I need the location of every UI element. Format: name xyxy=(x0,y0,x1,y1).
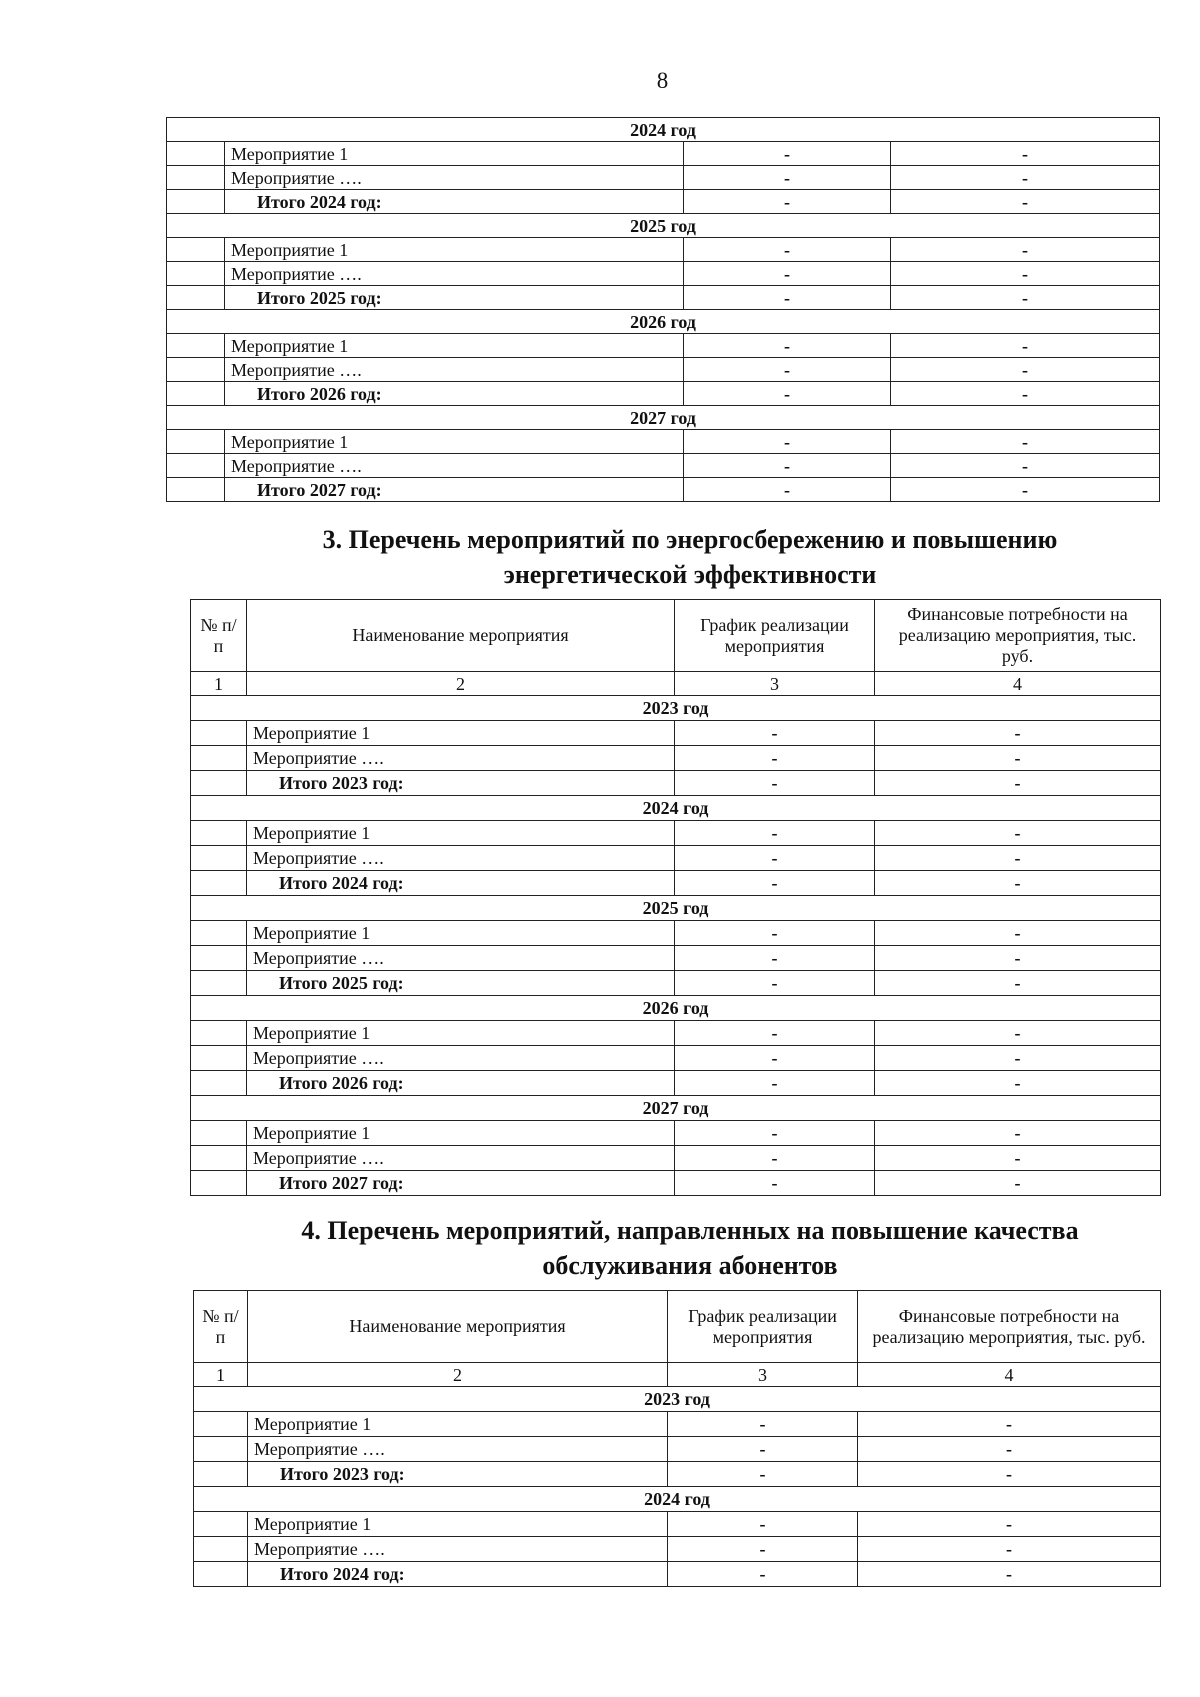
empty-cell: Мероприятие 1 xyxy=(247,1121,675,1146)
empty-cell xyxy=(167,190,225,214)
dash-cell: - xyxy=(684,430,891,454)
empty-cell: 2027 год xyxy=(191,1096,1161,1121)
year-row xyxy=(194,1387,1161,1412)
empty-cell: Финансовые потребности на реализацию мероприятия, тыс. руб. xyxy=(875,600,1161,672)
dash-cell: - xyxy=(675,846,875,871)
table-row xyxy=(191,1146,1161,1171)
dash-cell: - xyxy=(675,721,875,746)
empty-cell xyxy=(191,1146,247,1171)
dash-cell: - xyxy=(668,1462,858,1487)
empty-cell: Мероприятие 1 xyxy=(248,1512,668,1537)
empty-cell: 2025 год xyxy=(167,214,1160,238)
dash-cell: - xyxy=(875,1171,1161,1196)
empty-cell: Мероприятие 1 xyxy=(225,334,684,358)
total-row xyxy=(191,771,1161,796)
dash-cell: - xyxy=(891,190,1160,214)
year-row xyxy=(167,310,1160,334)
dash-cell: - xyxy=(875,1146,1161,1171)
empty-cell: Мероприятие …. xyxy=(247,1046,675,1071)
table-row xyxy=(191,921,1161,946)
dash-cell: - xyxy=(675,1146,875,1171)
empty-cell xyxy=(191,771,247,796)
year-row xyxy=(191,896,1161,921)
year-row xyxy=(191,796,1161,821)
empty-cell xyxy=(194,1562,248,1587)
dash-cell: - xyxy=(891,238,1160,262)
table-row xyxy=(194,1437,1161,1462)
empty-cell: Мероприятие 1 xyxy=(248,1412,668,1437)
empty-cell: Мероприятие …. xyxy=(247,846,675,871)
empty-cell: 2023 год xyxy=(194,1387,1161,1412)
year-row xyxy=(191,996,1161,1021)
dash-cell: - xyxy=(875,771,1161,796)
empty-cell: Мероприятие 1 xyxy=(225,430,684,454)
dash-cell: - xyxy=(875,846,1161,871)
empty-cell: Итого 2025 год: xyxy=(247,971,675,996)
empty-cell xyxy=(191,1071,247,1096)
empty-cell xyxy=(167,382,225,406)
dash-cell: - xyxy=(668,1562,858,1587)
empty-cell: Мероприятие 1 xyxy=(247,721,675,746)
dash-cell: - xyxy=(858,1562,1161,1587)
empty-cell: Итого 2023 год: xyxy=(248,1462,668,1487)
dash-cell: - xyxy=(684,358,891,382)
dash-cell: - xyxy=(891,478,1160,502)
empty-cell: Итого 2024 год: xyxy=(247,871,675,896)
table-row xyxy=(191,846,1161,871)
empty-cell: Итого 2024 год: xyxy=(225,190,684,214)
table-row xyxy=(167,238,1160,262)
dash-cell: - xyxy=(684,238,891,262)
dash-cell: - xyxy=(675,771,875,796)
total-row xyxy=(167,190,1160,214)
year-row xyxy=(167,214,1160,238)
empty-cell: Итого 2027 год: xyxy=(225,478,684,502)
empty-cell: Мероприятие …. xyxy=(247,946,675,971)
empty-cell xyxy=(167,286,225,310)
year-row xyxy=(167,406,1160,430)
column-number: 1 xyxy=(194,1363,248,1387)
empty-cell: 2024 год xyxy=(191,796,1161,821)
dash-cell: - xyxy=(684,334,891,358)
dash-cell: - xyxy=(875,921,1161,946)
dash-cell: - xyxy=(875,821,1161,846)
empty-cell: 2025 год xyxy=(191,896,1161,921)
dash-cell: - xyxy=(875,871,1161,896)
dash-cell: - xyxy=(684,190,891,214)
empty-cell: 2024 год xyxy=(167,118,1160,142)
dash-cell: - xyxy=(891,262,1160,286)
dash-cell: - xyxy=(858,1537,1161,1562)
table-row xyxy=(167,454,1160,478)
table-section-3 xyxy=(190,599,1161,1196)
table-row xyxy=(191,821,1161,846)
empty-cell xyxy=(191,1021,247,1046)
dash-cell: - xyxy=(875,1071,1161,1096)
column-number: 4 xyxy=(858,1363,1161,1387)
empty-cell: Итого 2023 год: xyxy=(247,771,675,796)
empty-cell xyxy=(167,358,225,382)
empty-cell xyxy=(191,971,247,996)
total-row xyxy=(194,1462,1161,1487)
empty-cell: Итого 2024 год: xyxy=(248,1562,668,1587)
empty-cell: График реализации мероприятия xyxy=(668,1291,858,1363)
empty-cell: 2023 год xyxy=(191,696,1161,721)
table-row xyxy=(167,334,1160,358)
empty-cell xyxy=(191,846,247,871)
empty-cell: График реализации мероприятия xyxy=(675,600,875,672)
empty-cell: Финансовые потребности на реализацию мероприятия, тыс. руб. xyxy=(858,1291,1161,1363)
table-row xyxy=(167,142,1160,166)
table-row xyxy=(194,1537,1161,1562)
empty-cell: № п/п xyxy=(191,600,247,672)
empty-cell xyxy=(167,166,225,190)
dash-cell: - xyxy=(675,871,875,896)
table-row xyxy=(191,1046,1161,1071)
section-3-title: 3. Перечень мероприятий по энергосбережению и повышению энергетической эффективности xyxy=(322,525,1058,589)
year-row xyxy=(191,1096,1161,1121)
column-number: 1 xyxy=(191,672,247,696)
dash-cell: - xyxy=(875,1121,1161,1146)
empty-cell xyxy=(191,1171,247,1196)
empty-cell xyxy=(167,142,225,166)
table-top xyxy=(166,117,1160,502)
dash-cell: - xyxy=(675,1121,875,1146)
empty-cell xyxy=(167,238,225,262)
empty-cell: Итого 2026 год: xyxy=(225,382,684,406)
table-row xyxy=(191,721,1161,746)
empty-cell xyxy=(167,454,225,478)
empty-cell: Итого 2027 год: xyxy=(247,1171,675,1196)
dash-cell: - xyxy=(891,334,1160,358)
column-number: 3 xyxy=(675,672,875,696)
empty-cell: Мероприятие …. xyxy=(225,454,684,478)
empty-cell xyxy=(191,1046,247,1071)
empty-cell xyxy=(167,334,225,358)
empty-cell: Наименование мероприятия xyxy=(247,600,675,672)
empty-cell: Наименование мероприятия xyxy=(248,1291,668,1363)
empty-cell xyxy=(191,721,247,746)
table-row xyxy=(167,358,1160,382)
empty-cell xyxy=(191,921,247,946)
total-row xyxy=(167,286,1160,310)
empty-cell: Мероприятие 1 xyxy=(247,821,675,846)
column-number: 4 xyxy=(875,672,1161,696)
empty-cell xyxy=(194,1412,248,1437)
empty-cell xyxy=(167,430,225,454)
table-row xyxy=(167,262,1160,286)
dash-cell: - xyxy=(875,946,1161,971)
dash-cell: - xyxy=(675,1046,875,1071)
table-row xyxy=(191,746,1161,771)
empty-cell: Мероприятие 1 xyxy=(247,1021,675,1046)
dash-cell: - xyxy=(891,430,1160,454)
total-row xyxy=(191,1171,1161,1196)
empty-cell xyxy=(191,1121,247,1146)
empty-cell: 2026 год xyxy=(167,310,1160,334)
empty-cell: Мероприятие …. xyxy=(248,1437,668,1462)
empty-cell: № п/п xyxy=(194,1291,248,1363)
table-header-row xyxy=(194,1291,1161,1363)
table-row xyxy=(194,1512,1161,1537)
table-row xyxy=(191,1121,1161,1146)
empty-cell xyxy=(194,1437,248,1462)
dash-cell: - xyxy=(858,1462,1161,1487)
empty-cell: Мероприятие 1 xyxy=(247,921,675,946)
dash-cell: - xyxy=(684,382,891,406)
total-row xyxy=(191,1071,1161,1096)
empty-cell xyxy=(191,821,247,846)
page-number: 8 xyxy=(656,68,669,93)
dash-cell: - xyxy=(684,478,891,502)
empty-cell: Итого 2026 год: xyxy=(247,1071,675,1096)
dash-cell: - xyxy=(891,382,1160,406)
total-row xyxy=(167,382,1160,406)
empty-cell: Мероприятие …. xyxy=(248,1537,668,1562)
empty-cell xyxy=(191,946,247,971)
dash-cell: - xyxy=(684,166,891,190)
empty-cell: Мероприятие 1 xyxy=(225,142,684,166)
empty-cell xyxy=(191,871,247,896)
dash-cell: - xyxy=(675,971,875,996)
table-row xyxy=(167,430,1160,454)
dash-cell: - xyxy=(891,286,1160,310)
column-number: 2 xyxy=(248,1363,668,1387)
dash-cell: - xyxy=(675,1171,875,1196)
table-row xyxy=(191,1021,1161,1046)
empty-cell: Мероприятие …. xyxy=(225,358,684,382)
dash-cell: - xyxy=(875,1021,1161,1046)
dash-cell: - xyxy=(668,1537,858,1562)
dash-cell: - xyxy=(668,1412,858,1437)
table-section-4 xyxy=(193,1290,1161,1587)
empty-cell: 2026 год xyxy=(191,996,1161,1021)
column-number-row xyxy=(191,672,1161,696)
empty-cell xyxy=(191,746,247,771)
dash-cell: - xyxy=(891,166,1160,190)
dash-cell: - xyxy=(668,1437,858,1462)
dash-cell: - xyxy=(675,946,875,971)
empty-cell: Мероприятие 1 xyxy=(225,238,684,262)
table-row xyxy=(194,1412,1161,1437)
dash-cell: - xyxy=(684,286,891,310)
column-number: 3 xyxy=(668,1363,858,1387)
dash-cell: - xyxy=(675,1021,875,1046)
empty-cell: Итого 2025 год: xyxy=(225,286,684,310)
empty-cell xyxy=(194,1462,248,1487)
year-row xyxy=(167,118,1160,142)
dash-cell: - xyxy=(668,1512,858,1537)
total-row xyxy=(191,871,1161,896)
empty-cell: Мероприятие …. xyxy=(247,1146,675,1171)
dash-cell: - xyxy=(858,1512,1161,1537)
dash-cell: - xyxy=(875,746,1161,771)
column-number-row xyxy=(194,1363,1161,1387)
dash-cell: - xyxy=(891,454,1160,478)
dash-cell: - xyxy=(675,1071,875,1096)
empty-cell xyxy=(194,1537,248,1562)
empty-cell xyxy=(167,262,225,286)
table-row xyxy=(191,946,1161,971)
total-row xyxy=(194,1562,1161,1587)
year-row xyxy=(194,1487,1161,1512)
dash-cell: - xyxy=(858,1437,1161,1462)
dash-cell: - xyxy=(875,1046,1161,1071)
empty-cell: Мероприятие …. xyxy=(247,746,675,771)
dash-cell: - xyxy=(684,454,891,478)
dash-cell: - xyxy=(858,1412,1161,1437)
dash-cell: - xyxy=(684,262,891,286)
empty-cell: Мероприятие …. xyxy=(225,262,684,286)
empty-cell: 2024 год xyxy=(194,1487,1161,1512)
total-row xyxy=(167,478,1160,502)
year-row xyxy=(191,696,1161,721)
dash-cell: - xyxy=(675,921,875,946)
total-row xyxy=(191,971,1161,996)
section-4-title: 4. Перечень мероприятий, направленных на повышение качества обслуживания абонентов xyxy=(301,1216,1079,1280)
table-header-row xyxy=(191,600,1161,672)
empty-cell: 2027 год xyxy=(167,406,1160,430)
dash-cell: - xyxy=(675,821,875,846)
dash-cell: - xyxy=(891,142,1160,166)
empty-cell xyxy=(167,478,225,502)
dash-cell: - xyxy=(875,971,1161,996)
dash-cell: - xyxy=(684,142,891,166)
dash-cell: - xyxy=(675,746,875,771)
empty-cell: Мероприятие …. xyxy=(225,166,684,190)
column-number: 2 xyxy=(247,672,675,696)
dash-cell: - xyxy=(875,721,1161,746)
table-row xyxy=(167,166,1160,190)
dash-cell: - xyxy=(891,358,1160,382)
empty-cell xyxy=(194,1512,248,1537)
